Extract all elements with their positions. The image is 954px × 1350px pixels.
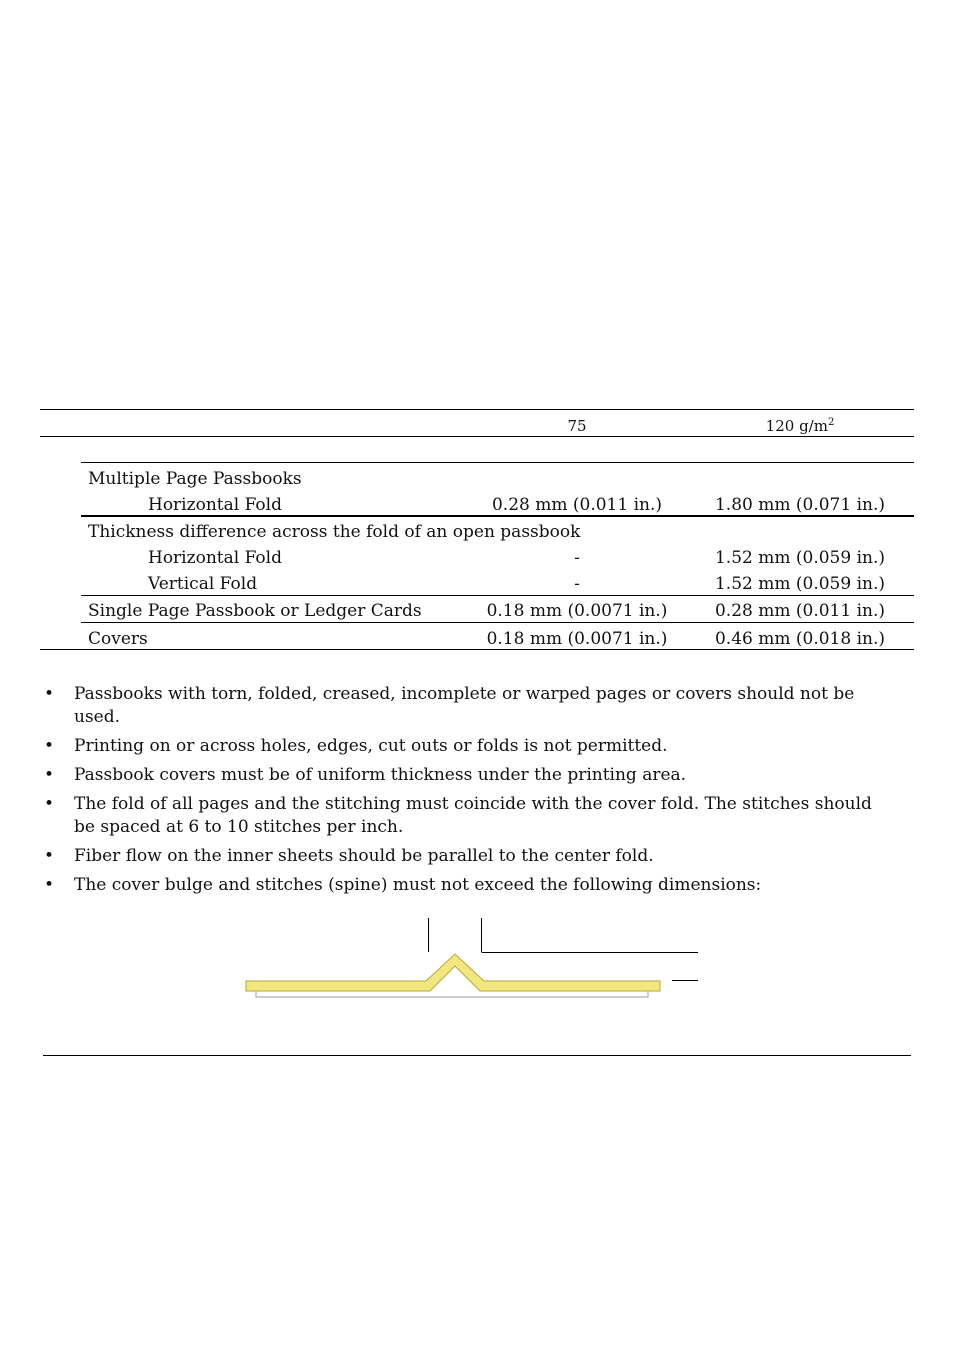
- list-item: • Printing on or across holes, edges, cut outs or folds is not permitted.: [44, 736, 668, 756]
- list-item: • The fold of all pages and the stitching must coincide with the cover fold. The stitches should be spaced at 6 to 10 stitches per inch.: [44, 794, 872, 837]
- list-item: • Passbooks with torn, folded, creased, incomplete or warped pages or covers should not be used.: [44, 684, 855, 727]
- row-col2: -: [574, 574, 580, 594]
- bullet-marker: •: [44, 794, 55, 814]
- row-col3: 0.28 mm (0.011 in.): [714, 601, 886, 621]
- row-label: Covers: [88, 629, 148, 649]
- row-col2: 0.18 mm (0.0071 in.): [486, 629, 668, 649]
- cover-shape: [246, 954, 660, 991]
- list-item: • The cover bulge and stitches (spine) must not exceed the following dimensions:: [44, 875, 762, 895]
- row-label: Horizontal Fold: [148, 495, 282, 515]
- row-col3: 0.46 mm (0.018 in.): [714, 629, 886, 649]
- row-col3: 1.52 mm (0.059 in.): [714, 574, 886, 594]
- row-label: Single Page Passbook or Ledger Cards: [88, 601, 422, 621]
- bullet-marker: •: [44, 765, 55, 785]
- bullet-marker: •: [44, 846, 55, 866]
- row-col2: -: [574, 548, 580, 568]
- row-label: Horizontal Fold: [148, 548, 282, 568]
- bullet-marker: •: [44, 875, 55, 895]
- bullet-marker: •: [44, 736, 55, 756]
- header-col2: 75: [567, 417, 587, 435]
- footer-rule: [43, 1055, 911, 1056]
- header-col3: 120 $g/m^2$: [765, 417, 835, 435]
- list-item: • Passbook covers must be of uniform thickness under the printing area.: [44, 765, 687, 785]
- row-label: Vertical Fold: [148, 574, 258, 594]
- row-label: Thickness difference across the fold of an open passbook: [88, 522, 581, 542]
- row-col3: 1.52 mm (0.059 in.): [714, 548, 886, 568]
- row-col3: 1.80 mm (0.071 in.): [714, 495, 886, 515]
- row-label: Multiple Page Passbooks: [88, 469, 302, 489]
- row-col2: 0.28 mm (0.011 in.): [491, 495, 663, 515]
- row-col2: 0.18 mm (0.0071 in.): [486, 601, 668, 621]
- list-item: • Fiber flow on the inner sheets should be parallel to the center fold.: [44, 846, 654, 866]
- bullet-marker: •: [44, 684, 55, 704]
